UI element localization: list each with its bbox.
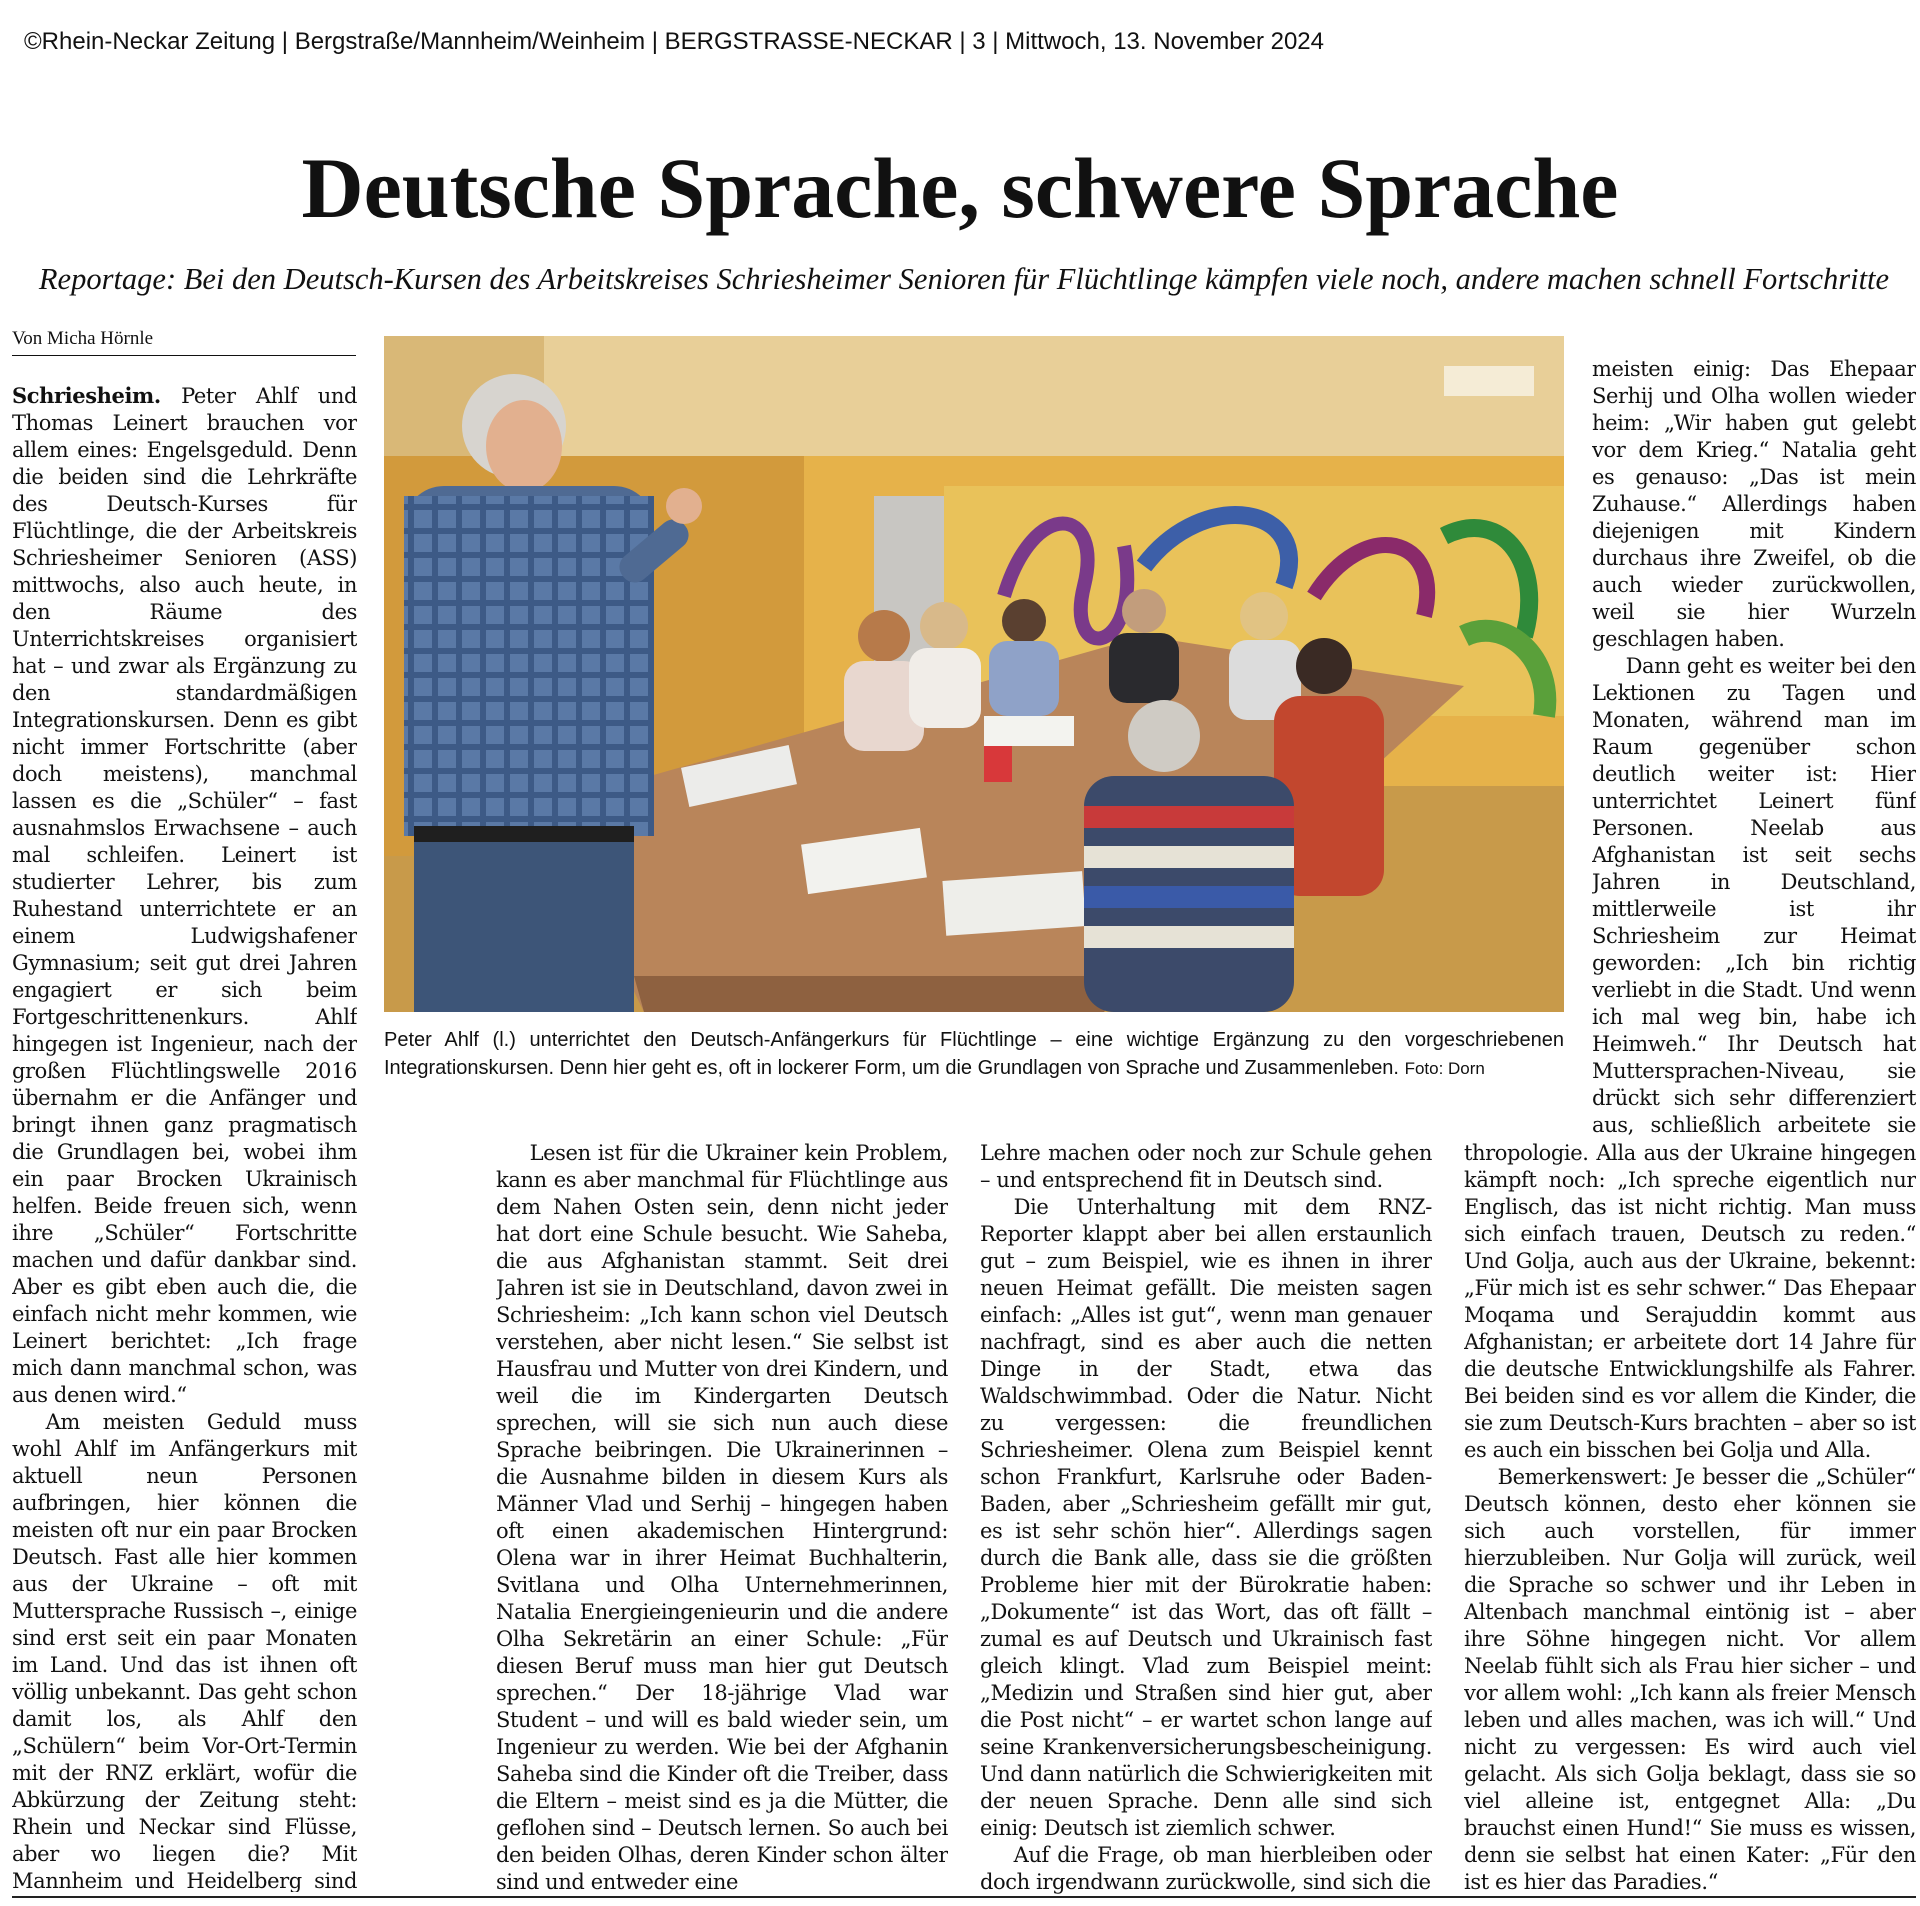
- photo-credit: Foto: Dorn: [1404, 1059, 1485, 1078]
- paragraph: Die Unterhaltung mit dem RNZ-Reporter klappt aber bei allen erstaunlich gut – zum Beispiel, wie es ihnen in ihrer neuen Heimat gefällt. Die meisten sagen einfach: „Alles ist gut“, wenn man genauer nachfragt, sind es aber auch die netten Dinge in der Stadt, etwa das Waldschwimmbad. Oder die Natur. Nicht zu vergessen: die freundlichen Schriesheimer. Olena zum Beispiel kennt schon Frankfurt, Karlsruhe oder Baden-Baden, aber „Schriesheim gefällt mir gut, es ist sehr schön hier“. Allerdings sagen durch die Bank alle, dass sie die größten Probleme hier mit der Bürokratie haben: „Dokumente“ ist das Wort, das oft fällt – zumal es auf Deutsch und Ukrainisch fast gleich klingt. Vlad zum Beispiel meint: „Medizin und Straßen sind hier gut, aber die Post nicht“ – er wartet schon lange auf seine Krankenversicherungsbescheinigung. Und dann natürlich die Schwierigkeiten mit der neuen Sprache. Denn alle sind sich einig: Deutsch ist ziemlich schwer.: [980, 1195, 1432, 1840]
- text-column-1: [12, 382, 357, 1892]
- photo-caption: [384, 1026, 1564, 1083]
- footer-divider: [12, 1896, 1916, 1898]
- newspaper-header: ©Rhein-Neckar Zeitung | Bergstraße/Mannheim/Weinheim | BERGSTRASSE-NECKAR | 3 | Mittwoch, 13. November 2024: [24, 28, 1324, 55]
- paragraph: Lehre machen oder noch zur Schule gehen – und entsprechend fit in Deutsch sind.: [980, 1141, 1432, 1192]
- paragraph-text: Peter Ahlf und Thomas Leinert brauchen vor allem eines: Engelsgeduld. Denn die beiden sind die Lehrkräfte des Deutsch-Kurses für Flüchtlinge, die der Arbeitskreis Schriesheimer Senioren (ASS) mittwochs, also auch heute, in den Räume des Unterrichtskreises organisiert hat – und zwar als Ergänzung zu den standardmäßigen Integrationskursen. Denn es gibt nicht immer Fortschritte (aber doch meistens), manchmal lassen es die „Schüler“ – fast ausnahmslos Erwachsene – auch mal schleifen. Leinert ist studierter Lehrer, bis zum Ruhestand unterrichtete er an einem Ludwigshafener Gymnasium; seit gut drei Jahren engagiert er sich beim Fortgeschrittenenkurs. Ahlf hingegen ist Ingenieur, nach der großen Flüchtlingswelle 2016 übernahm er die Anfänger und bringt ihnen ganz pragmatisch die Grundlagen bei, wobei ihm ein paar Brocken Ukrainisch helfen. Beide freuen sich, wenn ihre „Schüler“ Fortschritte machen und dafür dankbar sind. Aber es gibt eben auch die, die einfach nicht mehr kommen, wie Leinert berichtet: „Ich frage mich dann manchmal schon, was aus denen wird.“: [12, 384, 357, 1407]
- text-column-3: [980, 1140, 1432, 1900]
- paragraph: [12, 382, 357, 1409]
- text-column-4: [1464, 1140, 1916, 1900]
- dateline: Schriesheim.: [12, 383, 161, 408]
- paragraph: Dann geht es weiter bei den Lektionen zu Tagen und Monaten, während man im Raum gegenüber schon deutlich weiter ist: Hier unterrichtet Leinert fünf Personen. Neelab aus Afghanistan ist seit sechs Jahren in Deutschland, mittlerweile ist ihr Schriesheim zur Heimat geworden: „Ich bin richtig verliebt in die Stadt. Und wenn ich mal weg bin, habe ich Heimweh.“ Ihr Deutsch hat Muttersprachen-Niveau, sie drückt sich sehr differenziert aus, schließlich arbeitete sie: [1592, 654, 1916, 1136]
- article-headline: Deutsche Sprache, schwere Sprache: [301, 140, 1619, 236]
- paragraph: Auf die Frage, ob man hierbleiben oder doch irgendwann zurückwolle, sind sich die: [980, 1843, 1432, 1894]
- paragraph: Am meisten Geduld muss wohl Ahlf im Anfängerkurs mit aktuell neun Personen aufbringen, hier können die meisten oft nur ein paar Brocken Deutsch. Fast alle hier kommen aus der Ukraine – oft mit Muttersprache Russisch –, einige sind erst seit ein paar Monaten im Land. Und das ist ihnen oft völlig unbekannt. Das geht schon damit los, als Ahlf den „Schülern“ beim Vor-Ort-Termin mit der RNZ erklärt, wofür die Abkürzung der Zeitung steht: Rhein und Neckar sind Flüsse, aber wo liegen die? Mit Mannheim und Heidelberg sind: [12, 1410, 357, 1892]
- classroom-photo-illustration: [384, 336, 1564, 1012]
- article-subheadline: Reportage: Bei den Deutsch-Kursen des Arbeitskreises Schriesheimer Senioren für Flüchtlinge kämpfen viele noch, andere machen schnell Fortschritte: [38, 262, 1890, 296]
- caption-text: Peter Ahlf (l.) unterrichtet den Deutsch-Anfängerkurs für Flüchtlinge – eine wichtige Ergänzung zu den vorgeschriebenen Integrationskursen. Denn hier geht es, oft in lockerer Form, um die Grundlagen von Sprache und Zusammenleben.: [384, 1029, 1564, 1079]
- article-byline: Von Micha Hörnle: [12, 328, 356, 356]
- paragraph: Bemerkenswert: Je besser die „Schüler“ Deutsch können, desto eher können sie sich auch vorstellen, für immer hierzubleiben. Nur Golja will zurück, weil die Sprache so schwer und ihr Leben in Altenbach manchmal eintönig ist – aber ihre Söhne hingegen nicht. Vor allem Neelab fühlt sich als Frau hier sicher – und vor allem wohl: „Ich kann als freier Mensch leben und alles machen, was ich will.“ Und nicht zu vergessen: Es wird auch viel gelacht. Als sich Golja beklagt, dass sie so viel alleine ist, entgegnet Alla: „Du brauchst einen Hund!“ Sie muss es wissen, denn sie selbst hat einen Kater: „Für den ist es hier das Paradies.“: [1464, 1465, 1916, 1894]
- paragraph: Lesen ist für die Ukrainer kein Problem, kann es aber manchmal für Flüchtlinge aus dem Nahen Osten sein, denn nicht jeder hat dort eine Schule besucht. Wie Saheba, die aus Afghanistan stammt. Seit drei Jahren ist sie in Deutschland, davon zwei in Schriesheim: „Ich kann schon viel Deutsch verstehen, aber nicht lesen.“ Sie selbst ist Hausfrau und Mutter von drei Kindern, und weil die im Kindergarten Deutsch sprechen, will sie sich nun auch diese Sprache beibringen. Die Ukrainerinnen – die Ausnahme bilden in diesem Kurs als Männer Vlad und Serhij – hingegen haben oft einen akademischen Hintergrund: Olena war in ihrer Heimat Buchhalterin, Svitlana und Olha Unternehmerinnen, Natalia Energieingenieurin und die andere Olha Sekretärin an einer Schule: „Für diesen Beruf muss man hier gut Deutsch sprechen.“ Der 18-jährige Vlad war Student – und will es bald wieder sein, um Ingenieur zu werden. Wie bei der Afghanin Saheba sind die Kinder oft die Treiber, dass die Eltern – meist sind es ja die Mütter, die geflohen sind – Deutsch lernen. So auch bei den beiden Olhas, deren Kinder schon älter sind und entweder eine: [496, 1141, 948, 1894]
- paragraph: meisten einig: Das Ehepaar Serhij und Olha wollen wieder heim: „Wir haben gut gelebt vor dem Krieg.“ Natalia geht es genauso: „Das ist mein Zuhause.“ Allerdings haben diejenigen mit Kindern durchaus ihre Zweifel, ob die auch wieder zurückwollen, weil sie hier Wurzeln geschlagen haben.: [1592, 357, 1916, 651]
- paragraph: thropologie. Alla aus der Ukraine hingegen kämpft noch: „Ich spreche eigentlich nur Englisch, das ist nicht richtig. Man muss sich einfach trauen, Deutsch zu reden.“ Und Golja, auch aus der Ukraine, bekennt: „Für mich ist es sehr schwer.“ Das Ehepaar Moqama und Serajuddin kommt aus Afghanistan; er arbeitete dort 14 Jahre für die deutsche Entwicklungshilfe als Fahrer. Bei beiden sind es vor allem die Kinder, die sie zum Deutsch-Kurs brachten – aber so ist es auch ein bisschen bei Golja und Alla.: [1464, 1141, 1916, 1462]
- article-photo: [384, 336, 1564, 1012]
- text-column-2: [496, 1140, 948, 1900]
- text-column-right-top: [1592, 356, 1916, 1136]
